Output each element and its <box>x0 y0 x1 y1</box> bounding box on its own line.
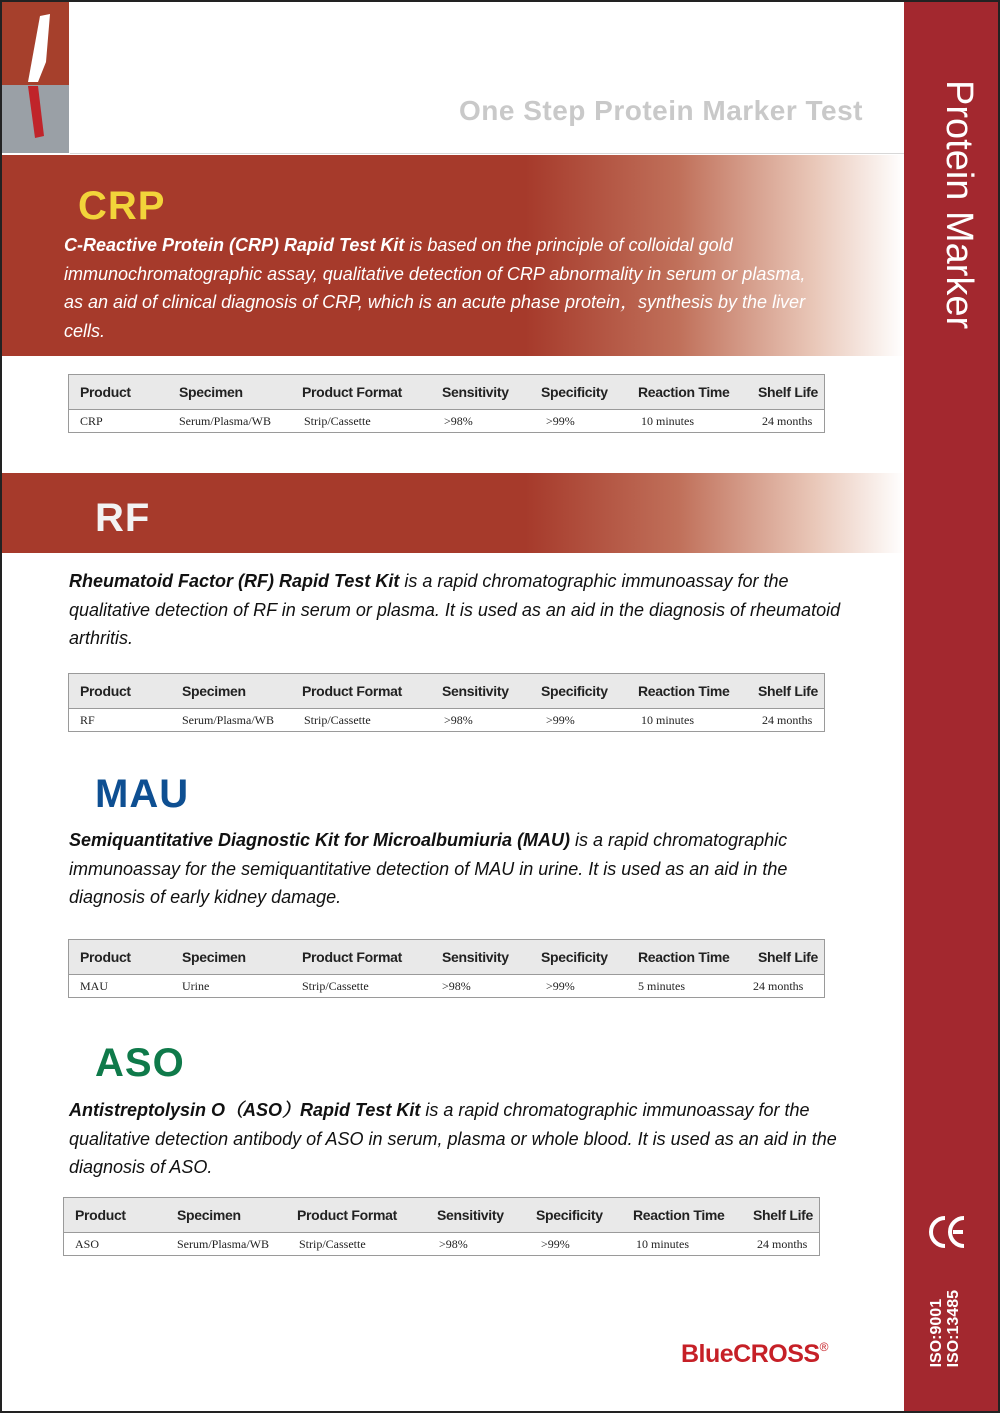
table-header <box>69 375 824 410</box>
crp-kit-name: C-Reactive Protein (CRP) Rapid Test Kit <box>64 235 405 255</box>
td-format: Strip/Cassette <box>302 979 369 993</box>
aso-kit-name: Antistreptolysin O（ASO）Rapid Test Kit <box>69 1100 421 1120</box>
th-specimen: Specimen <box>182 949 246 965</box>
td-sensitivity: >98% <box>444 713 473 727</box>
td-specificity: >99% <box>546 713 575 727</box>
brand-logo <box>681 1340 828 1369</box>
th-sensitivity: Sensitivity <box>442 949 509 965</box>
rf-kit-name: Rheumatoid Factor (RF) Rapid Test Kit <box>69 571 400 591</box>
rf-heading: RF <box>95 496 151 540</box>
th-shelf-life: Shelf Life <box>753 1207 814 1223</box>
rf-description <box>69 567 859 653</box>
td-reaction-time: 10 minutes <box>641 713 694 727</box>
crp-description-text: is based on the principle of colloidal gold immunochromatographic assay, qualitative detection of CRP abnormality in serum or plasma, as an aid of clinical diagnosis of CRP, which is an acute phase protein，synthesis by the liver cells. <box>64 235 806 341</box>
table-header <box>69 940 824 975</box>
sidebar-title: Protein Marker <box>938 80 980 330</box>
page-title: One Step Protein Marker Test <box>458 95 863 126</box>
td-reaction-time: 10 minutes <box>641 414 694 428</box>
th-product: Product <box>75 1207 126 1223</box>
th-specimen: Specimen <box>177 1207 241 1223</box>
iso-13485: ISO:13485 <box>945 1290 962 1368</box>
th-reaction-time: Reaction Time <box>638 949 730 965</box>
th-reaction-time: Reaction Time <box>633 1207 725 1223</box>
td-specimen: Serum/Plasma/WB <box>179 414 271 428</box>
brand-name: BlueCROSS <box>681 1340 820 1368</box>
td-specificity: >99% <box>546 979 575 993</box>
th-format: Product Format <box>302 683 403 699</box>
ce-mark-icon <box>928 1212 968 1252</box>
th-sensitivity: Sensitivity <box>442 683 509 699</box>
th-sensitivity: Sensitivity <box>437 1207 504 1223</box>
mau-description-text: is a rapid chromatographic immunoassay for the semiquantitative detection of MAU in urine. It is used as an aid in the diagnosis of early kidney damage. <box>69 830 788 907</box>
header-divider <box>70 153 904 154</box>
rf-spec-table <box>68 673 825 732</box>
th-product: Product <box>80 683 131 699</box>
th-sensitivity: Sensitivity <box>442 384 509 400</box>
crp-spec-table <box>68 374 825 433</box>
logo-icon <box>2 2 69 153</box>
registered-mark: ® <box>819 1340 828 1354</box>
mau-heading: MAU <box>95 772 190 816</box>
table-header <box>64 1198 819 1233</box>
aso-heading: ASO <box>95 1041 185 1085</box>
th-specimen: Specimen <box>182 683 246 699</box>
rf-description-text: is a rapid chromatographic immunoassay for the qualitative detection of RF in serum or plasma. It is used as an aid in the diagnosis of rheumatoid arthritis. <box>69 571 841 648</box>
td-reaction-time: 5 minutes <box>638 979 685 993</box>
td-specificity: >99% <box>546 414 575 428</box>
td-sensitivity: >98% <box>439 1237 468 1251</box>
th-specificity: Specificity <box>541 949 608 965</box>
td-shelf-life: 24 months <box>762 414 813 428</box>
mau-spec-table <box>68 939 825 998</box>
th-specimen: Specimen <box>179 384 243 400</box>
td-sensitivity: >98% <box>444 414 473 428</box>
td-reaction-time: 10 minutes <box>636 1237 689 1251</box>
mau-kit-name: Semiquantitative Diagnostic Kit for Microalbumiuria (MAU) <box>69 830 571 850</box>
td-shelf-life: 24 months <box>753 979 804 993</box>
th-format: Product Format <box>302 949 403 965</box>
th-shelf-life: Shelf Life <box>758 683 819 699</box>
th-specificity: Specificity <box>541 384 608 400</box>
td-specimen: Serum/Plasma/WB <box>182 713 274 727</box>
td-product: MAU <box>80 979 109 993</box>
th-product: Product <box>80 949 131 965</box>
td-format: Strip/Cassette <box>304 713 371 727</box>
th-specificity: Specificity <box>536 1207 603 1223</box>
td-format: Strip/Cassette <box>304 414 371 428</box>
mau-description <box>69 826 859 912</box>
th-product: Product <box>80 384 131 400</box>
th-reaction-time: Reaction Time <box>638 384 730 400</box>
th-specificity: Specificity <box>541 683 608 699</box>
aso-description <box>69 1096 859 1182</box>
td-product: ASO <box>75 1237 100 1251</box>
td-shelf-life: 24 months <box>757 1237 808 1251</box>
td-specimen: Urine <box>182 979 210 993</box>
td-product: RF <box>80 713 95 727</box>
crp-description <box>64 231 824 345</box>
td-shelf-life: 24 months <box>762 713 813 727</box>
th-format: Product Format <box>297 1207 398 1223</box>
th-reaction-time: Reaction Time <box>638 683 730 699</box>
aso-spec-table <box>63 1197 820 1256</box>
td-specificity: >99% <box>541 1237 570 1251</box>
th-shelf-life: Shelf Life <box>758 949 819 965</box>
td-sensitivity: >98% <box>442 979 471 993</box>
table-header <box>69 674 824 709</box>
td-specimen: Serum/Plasma/WB <box>177 1237 269 1251</box>
th-shelf-life: Shelf Life <box>758 384 819 400</box>
td-format: Strip/Cassette <box>299 1237 366 1251</box>
th-format: Product Format <box>302 384 403 400</box>
td-product: CRP <box>80 414 103 428</box>
crp-heading: CRP <box>78 184 166 228</box>
iso-9001: ISO:9001 <box>928 1298 945 1368</box>
iso-certifications <box>928 1290 962 1367</box>
aso-description-text: is a rapid chromatographic immunoassay for the qualitative detection antibody of ASO in serum, plasma or whole blood. It is used as an aid in the diagnosis of ASO. <box>69 1100 837 1177</box>
